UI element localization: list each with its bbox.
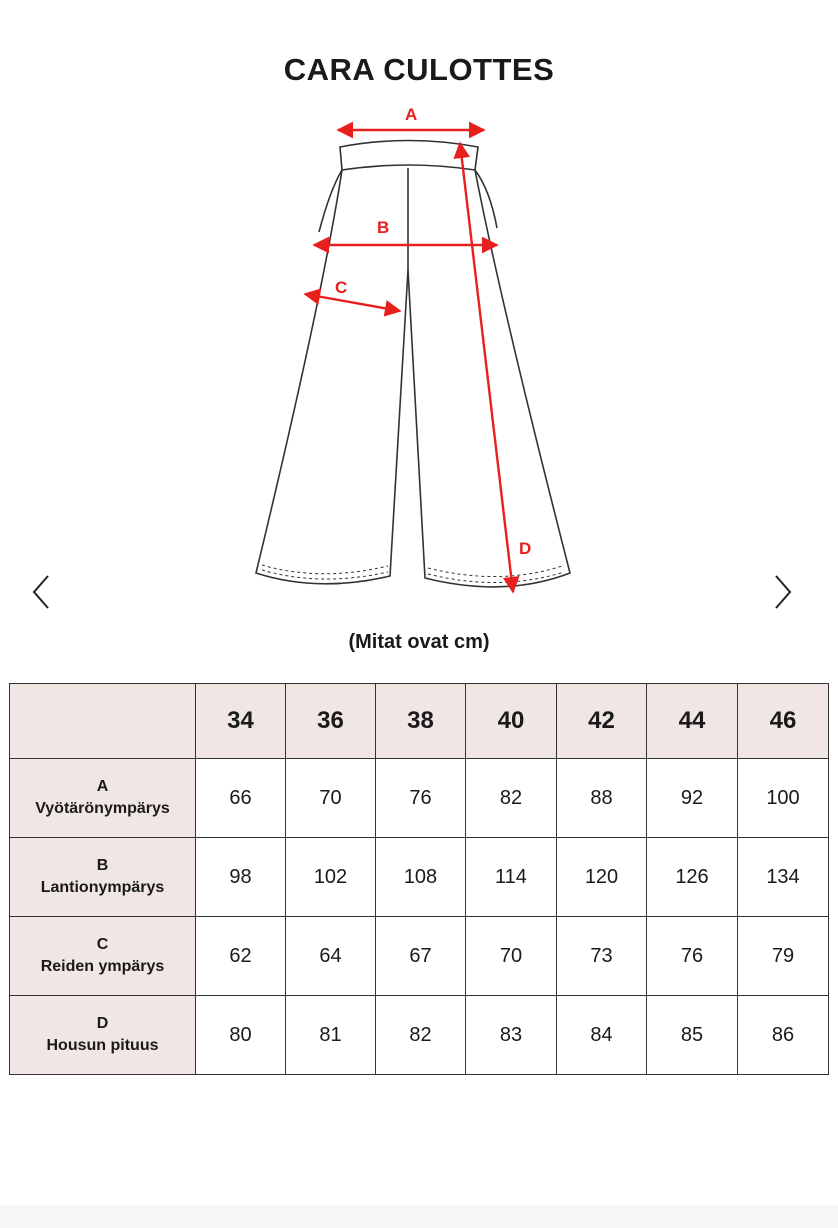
table-cell: 120 bbox=[557, 838, 647, 917]
table-corner-cell bbox=[10, 684, 196, 759]
page-bottom-bar bbox=[0, 1205, 838, 1228]
size-header: 46 bbox=[738, 684, 829, 759]
table-cell: 92 bbox=[647, 759, 738, 838]
row-header bbox=[10, 759, 196, 838]
row-header bbox=[10, 917, 196, 996]
table-cell: 76 bbox=[376, 759, 466, 838]
unit-note: (Mitat ovat cm) bbox=[348, 631, 490, 653]
table-cell: 98 bbox=[196, 838, 286, 917]
table-cell: 88 bbox=[557, 759, 647, 838]
row-code: B bbox=[96, 857, 109, 874]
row-label: Reiden ympärys bbox=[40, 958, 165, 975]
row-header bbox=[10, 838, 196, 917]
table-cell: 70 bbox=[466, 917, 557, 996]
size-header: 36 bbox=[286, 684, 376, 759]
table-cell: 84 bbox=[557, 996, 647, 1075]
page-title: CARA CULOTTES bbox=[283, 52, 555, 87]
table-cell: 73 bbox=[557, 917, 647, 996]
table-cell: 108 bbox=[376, 838, 466, 917]
table-cell: 134 bbox=[738, 838, 829, 917]
table-row bbox=[10, 759, 829, 838]
arrow-c bbox=[305, 294, 400, 311]
table-cell: 82 bbox=[376, 996, 466, 1075]
culottes-outline bbox=[256, 141, 570, 587]
table-cell: 100 bbox=[738, 759, 829, 838]
chevron-left-icon[interactable] bbox=[24, 574, 60, 610]
row-label: Housun pituus bbox=[46, 1037, 159, 1054]
table-cell: 126 bbox=[647, 838, 738, 917]
table-cell: 79 bbox=[738, 917, 829, 996]
table-cell: 80 bbox=[196, 996, 286, 1075]
row-header bbox=[10, 996, 196, 1075]
label-a: A bbox=[405, 105, 418, 124]
row-code: A bbox=[96, 778, 109, 795]
measurement-arrows bbox=[305, 130, 513, 592]
table-cell: 76 bbox=[647, 917, 738, 996]
label-d: D bbox=[519, 539, 532, 558]
table-cell: 62 bbox=[196, 917, 286, 996]
label-c: C bbox=[335, 278, 348, 297]
size-table bbox=[9, 683, 829, 1075]
size-header: 34 bbox=[196, 684, 286, 759]
chevron-right-icon[interactable] bbox=[764, 574, 800, 610]
table-cell: 86 bbox=[738, 996, 829, 1075]
label-b: B bbox=[377, 218, 390, 237]
table-cell: 102 bbox=[286, 838, 376, 917]
table-cell: 64 bbox=[286, 917, 376, 996]
table-row bbox=[10, 917, 829, 996]
size-header: 42 bbox=[557, 684, 647, 759]
table-cell: 83 bbox=[466, 996, 557, 1075]
table-cell: 81 bbox=[286, 996, 376, 1075]
size-header: 44 bbox=[647, 684, 738, 759]
row-code: C bbox=[96, 936, 109, 953]
table-cell: 67 bbox=[376, 917, 466, 996]
table-cell: 70 bbox=[286, 759, 376, 838]
table-row bbox=[10, 996, 829, 1075]
table-cell: 85 bbox=[647, 996, 738, 1075]
size-header: 40 bbox=[466, 684, 557, 759]
table-header-row bbox=[10, 684, 829, 759]
table-cell: 82 bbox=[466, 759, 557, 838]
table-cell: 114 bbox=[466, 838, 557, 917]
row-label: Lantionympärys bbox=[40, 879, 165, 896]
table-row bbox=[10, 838, 829, 917]
arrow-d bbox=[460, 143, 513, 592]
size-header: 38 bbox=[376, 684, 466, 759]
row-code: D bbox=[96, 1015, 109, 1032]
table-cell: 66 bbox=[196, 759, 286, 838]
row-label: Vyötärönympärys bbox=[35, 800, 170, 817]
